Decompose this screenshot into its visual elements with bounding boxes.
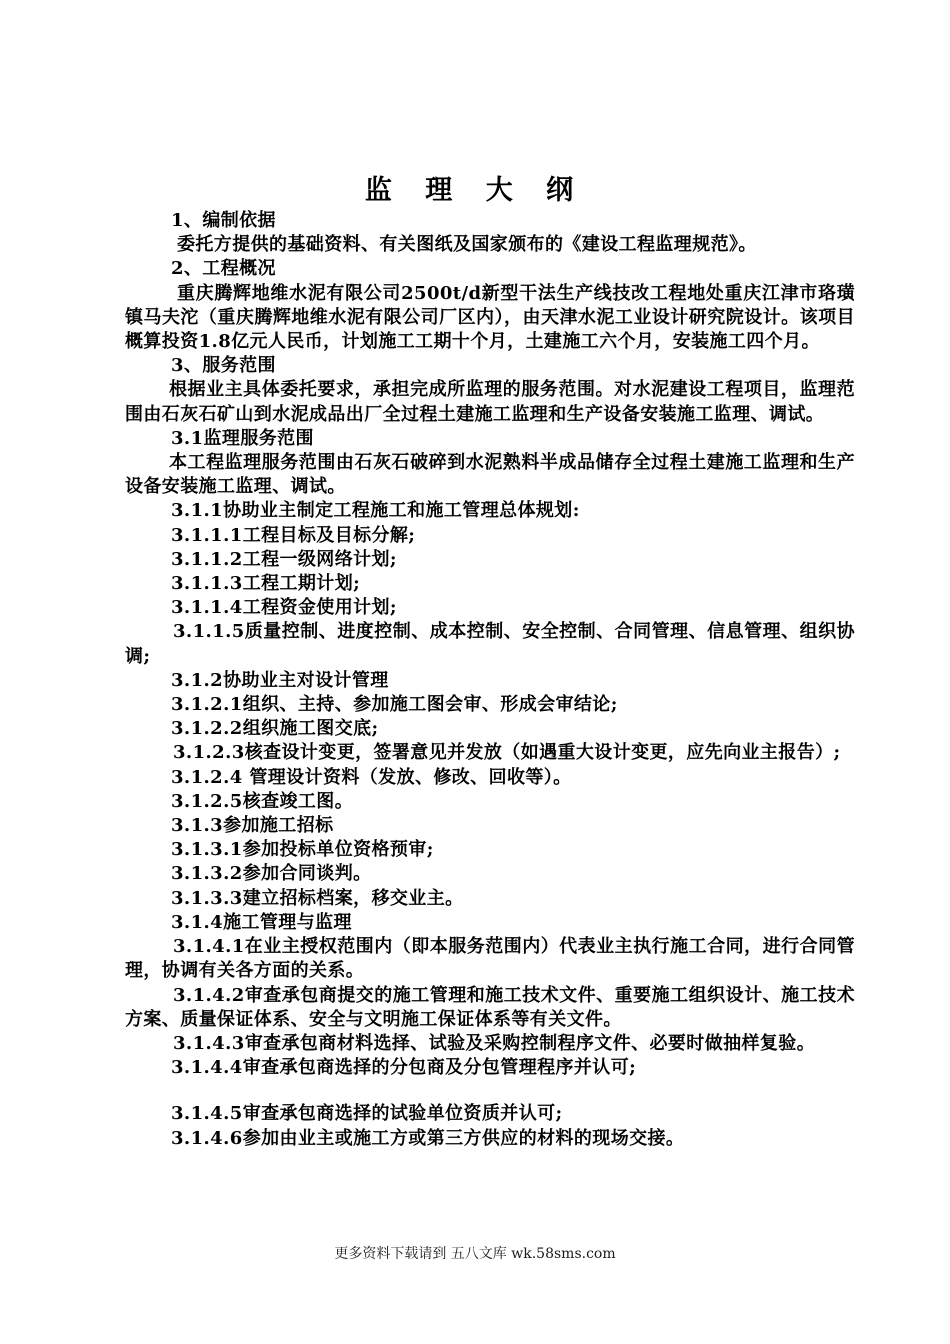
paragraph: 2、工程概况 <box>171 258 276 280</box>
paragraph: 3.1.4.5审查承包商选择的试验单位资质并认可; <box>171 1103 563 1125</box>
document-title: 监 理 大 纲 <box>364 175 586 206</box>
paragraph: 1、编制依据 <box>171 210 276 231</box>
paragraph: 3.1.4.4审查承包商选择的分包商及分包管理程序并认可; <box>171 1057 637 1079</box>
paragraph: 3.1.2.3核查设计变更，签署意见并发放（如遇重大设计变更，应先向业主报告）; <box>173 742 841 764</box>
paragraph: 委托方提供的基础资料、有关图纸及国家颁布的《建设工程监理规范》。 <box>177 234 757 256</box>
paragraph: 本工程监理服务范围由石灰石破碎到水泥熟料半成品储存全过程土建施工监理和生产设备安装施工监理、调试。 <box>125 452 855 498</box>
paragraph: 3.1.2.4 管理设计资料（发放、修改、回收等）。 <box>171 766 572 788</box>
paragraph-spacer <box>125 1080 855 1102</box>
paragraph: 根据业主具体委托要求，承担完成所监理的服务范围。对水泥建设工程项目，监理范围由石灰石矿山到水泥成品出厂全过程土建施工监理和生产设备安装施工监理、调试。 <box>125 379 855 425</box>
paragraph: 3.1.3.2参加合同谈判。 <box>171 863 372 885</box>
paragraph: 3.1.1.3工程工期计划; <box>171 573 361 595</box>
paragraph: 3.1.4.6参加由业主或施工方或第三方供应的材料的现场交接。 <box>171 1127 685 1149</box>
paragraph: 3.1.1.5质量控制、进度控制、成本控制、安全控制、合同管理、信息管理、组织协调; <box>125 621 855 667</box>
paragraph: 3.1.4.3审查承包商材料选择、试验及采购控制程序文件、必要时做抽样复验。 <box>173 1032 816 1054</box>
paragraph: 3.1.1.4工程资金使用计划; <box>171 597 397 619</box>
paragraph: 3.1.2协助业主对设计管理 <box>171 669 389 691</box>
footer-text: 更多资料下载请到 五八文库 wk.58sms.com <box>334 1246 616 1262</box>
paragraph: 重庆腾辉地维水泥有限公司2500t/d新型干法生产线技改工程地处重庆江津市珞璜镇马夫沱（重庆腾辉地维水泥有限公司厂区内），由天津水泥工业设计研究院设计。该项目概算投资1.8亿元人民币，计划施工工期十个月，土建施工六个月，安装施工四个月。 <box>125 282 855 353</box>
paragraph: 3、服务范围 <box>171 355 276 377</box>
paragraph: 3.1.1.1工程目标及目标分解; <box>171 524 416 546</box>
paragraph: 3.1.2.5核查竣工图。 <box>171 790 354 812</box>
paragraph: 3.1.3.3建立招标档案，移交业主。 <box>171 887 464 909</box>
paragraph: 3.1.2.2组织施工图交底; <box>171 718 379 740</box>
paragraph: 3.1.1协助业主制定工程施工和施工管理总体规划: <box>171 500 580 522</box>
paragraph: 3.1.4.2审查承包商提交的施工管理和施工技术文件、重要施工组织设计、施工技术方案、质量保证体系、安全与文明施工保证体系等有关文件。 <box>125 984 855 1030</box>
paragraph: 3.1.4.1在业主授权范围内（即本服务范围内）代表业主执行施工合同，进行合同管理，协调有关各方面的关系。 <box>125 936 855 982</box>
document-body <box>125 209 855 1151</box>
paragraph: 3.1监理服务范围 <box>171 427 314 449</box>
paragraph: 3.1.1.2工程一级网络计划; <box>171 548 397 570</box>
paragraph: 3.1.3.1参加投标单位资格预审; <box>171 839 434 861</box>
paragraph: 3.1.4施工管理与监理 <box>171 911 352 933</box>
paragraph: 3.1.3参加施工招标 <box>171 815 334 837</box>
paragraph: 3.1.2.1组织、主持、参加施工图会审、形成会审结论; <box>171 694 618 716</box>
